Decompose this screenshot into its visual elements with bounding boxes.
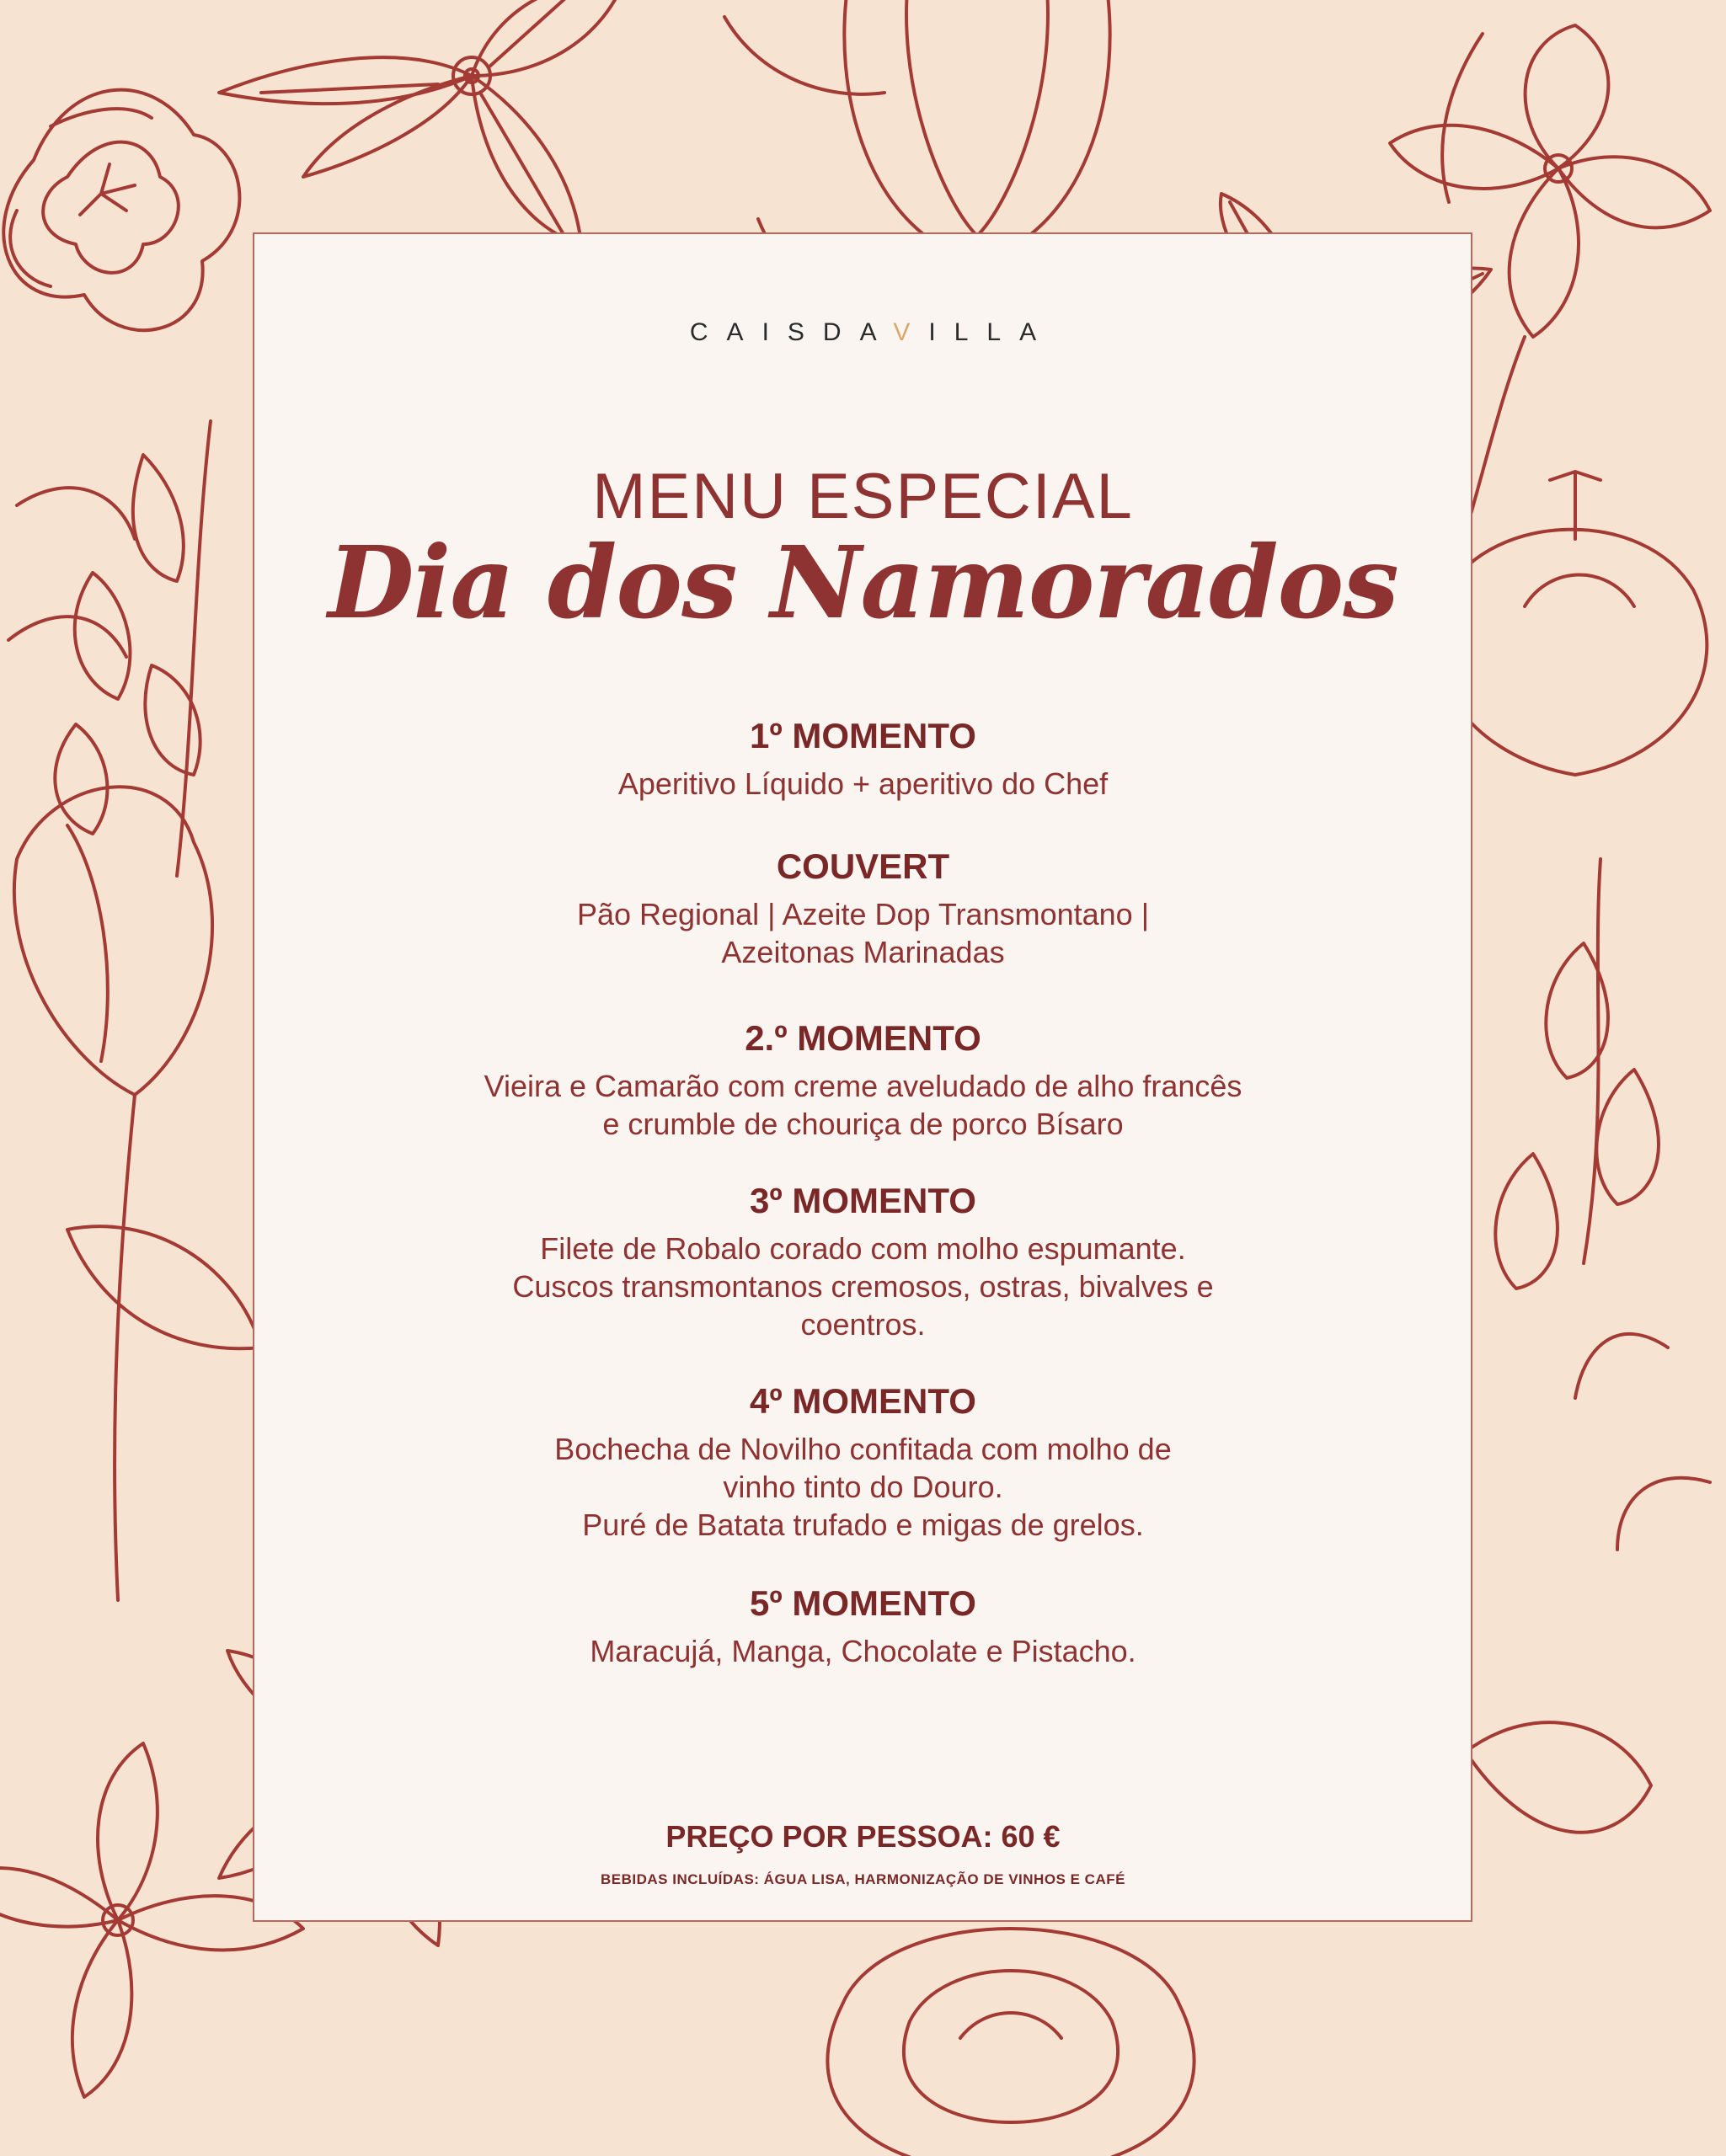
price-per-person: PREÇO POR PESSOA: 60 € [665, 1819, 1061, 1854]
course-heading: 5º MOMENTO [750, 1583, 976, 1623]
course-description: Filete de Robalo corado com molho espumante. Cuscos transmontanos cremosos, ostras, bivalves e coentros. [512, 1231, 1214, 1342]
course-heading: COUVERT [776, 846, 950, 886]
course-description: Vieira e Camarão com creme aveludado de alho francês e crumble de chouriça de porco Bísaro [484, 1069, 1242, 1141]
course-heading: 4º MOMENTO [750, 1381, 976, 1421]
logo-text-right: ILLA [928, 318, 1055, 346]
course-5 [0, 1580, 1726, 1670]
course-description: Pão Regional | Azeite Dop Transmontano | Azeitonas Marinadas [576, 897, 1150, 969]
course-couvert [0, 843, 1726, 971]
course-description: Aperitivo Líquido + aperitivo do Chef [617, 766, 1109, 801]
logo-v-mark: V [893, 318, 929, 346]
course-2 [0, 1015, 1726, 1143]
brand-logo [0, 318, 1726, 347]
menu-title: MENU ESPECIAL [592, 461, 1134, 532]
course-1 [0, 712, 1726, 803]
course-heading: 1º MOMENTO [750, 716, 976, 755]
course-heading: 3º MOMENTO [750, 1181, 976, 1220]
logo-text-left: CAISDA [689, 318, 894, 346]
drinks-included-note: BEBIDAS INCLUÍDAS: ÁGUA LISA, HARMONIZAÇÃO DE VINHOS E CAFÉ [601, 1871, 1125, 1887]
course-3 [0, 1177, 1726, 1343]
course-description: Maracujá, Manga, Chocolate e Pistacho. [590, 1634, 1136, 1668]
course-description: Bochecha de Novilho confitada com molho de vinho tinto do Douro. Puré de Batata trufado e migas de grelos. [554, 1432, 1172, 1542]
menu-subtitle-script: Dia dos Namorados [328, 524, 1398, 641]
course-heading: 2.º MOMENTO [745, 1018, 981, 1058]
course-4 [0, 1378, 1726, 1544]
